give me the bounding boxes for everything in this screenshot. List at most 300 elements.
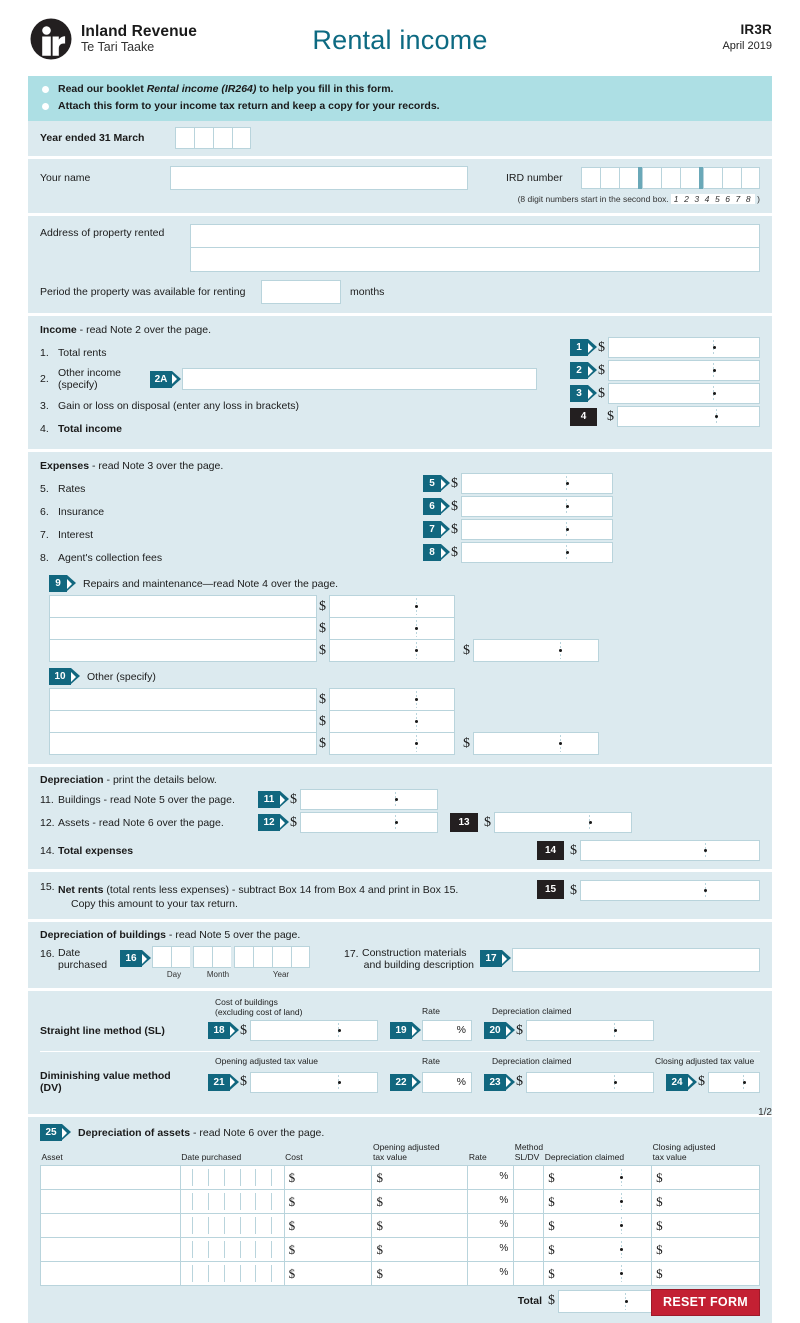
dollar-sign: $ [240, 1074, 247, 1090]
dollar-sign: $ [290, 791, 297, 807]
bullet-icon [42, 103, 49, 110]
income-2-num: 2. [40, 373, 49, 386]
col-opening-tax-value: Opening adjusted tax value [372, 1142, 440, 1163]
asset-closing-input-4[interactable] [652, 1237, 760, 1261]
dep-11-label: Buildings - read Note 5 over the page. [58, 793, 235, 806]
income-section [28, 316, 772, 449]
asset-date-input-2[interactable] [180, 1189, 284, 1213]
page-number: 1/2 [758, 1107, 772, 1118]
expense-6-amount-input[interactable] [461, 496, 613, 517]
asset-date-input-1[interactable] [180, 1165, 284, 1189]
box-tag-10: 10 [49, 668, 71, 685]
asset-closing-input-5[interactable] [652, 1261, 760, 1285]
asset-rate-input-2[interactable] [468, 1189, 514, 1213]
dollar-sign: $ [319, 620, 326, 636]
instruction-line-2 [42, 99, 762, 114]
straight-line-method-row [40, 995, 760, 1047]
dep-buildings-heading-bold: Depreciation of buildings [40, 929, 167, 942]
income-4-label: Total income [58, 422, 122, 435]
dv-row-label-2: (DV) [40, 1082, 62, 1095]
construction-description-input[interactable] [512, 948, 760, 972]
month-digit-1[interactable] [193, 946, 212, 968]
sl-rate-input[interactable] [422, 1020, 472, 1041]
other-expenses-rows [49, 688, 760, 755]
asset-method-input-5[interactable] [514, 1261, 544, 1285]
box-tag-8: 8 [423, 544, 441, 561]
year-digit-c[interactable] [272, 946, 291, 968]
income-heading-bold: Income [40, 324, 77, 337]
income-4-num: 4. [40, 422, 49, 435]
year-label: Year ended 31 March [40, 132, 145, 145]
depreciation-heading-rest: - print the details below. [103, 774, 217, 787]
dollar-sign: $ [598, 385, 605, 401]
dollar-sign: $ [290, 814, 297, 830]
asset-opening-input-2[interactable] [372, 1189, 468, 1213]
year-digit-4[interactable] [232, 127, 251, 149]
col-method: Method SL/DV [514, 1142, 544, 1163]
expense-7-amount-input[interactable] [461, 519, 613, 540]
asset-depreciation-input-2[interactable] [544, 1189, 652, 1213]
net-rents-label-bold: Net rents [58, 884, 104, 897]
income-heading-rest: - read Note 2 over the page. [76, 324, 212, 337]
percent-symbol: % [499, 1194, 509, 1206]
other-desc-input-1[interactable] [49, 688, 317, 711]
expense-7-num: 7. [40, 528, 49, 541]
expense-6-num: 6. [40, 505, 49, 518]
asset-depreciation-input-4[interactable] [544, 1237, 652, 1261]
income-2-amount-input[interactable] [608, 360, 760, 381]
asset-cost-input-2[interactable] [284, 1189, 372, 1213]
income-4-total-input[interactable] [617, 406, 760, 427]
dollar-sign: $ [698, 1074, 705, 1090]
dollar-sign: $ [376, 1193, 383, 1209]
table-row [41, 1261, 760, 1285]
dollar-sign: $ [451, 498, 458, 514]
income-1-label: Total rents [58, 346, 107, 359]
asset-cost-input-3[interactable] [284, 1213, 372, 1237]
box-tag-19: 19 [390, 1022, 412, 1039]
asset-method-input-2[interactable] [514, 1189, 544, 1213]
reset-form-label[interactable]: RESET FORM [651, 1289, 760, 1316]
asset-date-input-4[interactable] [180, 1237, 284, 1261]
table-row [41, 1213, 760, 1237]
dep-16-num: 16. [40, 948, 55, 961]
address-line-2-input[interactable] [190, 248, 760, 272]
repairs-desc-input-3[interactable] [49, 639, 317, 662]
sl-rate-label: Rate [422, 1006, 440, 1017]
dollar-sign: $ [656, 1193, 663, 1209]
dollar-sign: $ [598, 339, 605, 355]
name-label: Your name [40, 172, 91, 185]
ird-digit-2[interactable] [600, 167, 619, 189]
sl-row-label: Straight line method (SL) [40, 1024, 165, 1037]
net-rents-num: 15. [40, 881, 55, 894]
dollar-sign: $ [288, 1217, 296, 1233]
repairs-label: Repairs and maintenance—read Note 4 over the page. [83, 577, 339, 590]
asset-name-input-1[interactable] [41, 1165, 181, 1189]
asset-opening-input-1[interactable] [372, 1165, 468, 1189]
dollar-sign: $ [570, 882, 577, 898]
org-name-maori: Te Tari Taake [81, 40, 155, 55]
ird-digit-7[interactable] [703, 167, 722, 189]
asset-opening-input-3[interactable] [372, 1213, 468, 1237]
asset-cost-input-1[interactable] [284, 1165, 372, 1189]
period-unit-label: months [350, 286, 385, 299]
repairs-total-input[interactable] [473, 639, 599, 662]
dep-assets-heading-bold: Depreciation of assets [78, 1126, 191, 1139]
expense-5-label: Rates [58, 482, 86, 495]
repairs-amount-input-2[interactable] [329, 617, 455, 640]
depreciation-assets-table [40, 1143, 760, 1286]
depreciation-buildings-row [40, 789, 760, 810]
ird-example: 1 2 3 4 5 6 7 8 [671, 194, 755, 204]
dep-14-num: 14. [40, 844, 55, 857]
percent-symbol: % [456, 1075, 466, 1088]
asset-method-input-1[interactable] [514, 1165, 544, 1189]
depreciation-assets-row [40, 812, 760, 833]
asset-name-input-5[interactable] [41, 1261, 181, 1285]
other-income-specify-input[interactable] [182, 368, 537, 390]
dep-16-label-1: Date [58, 947, 81, 960]
asset-depreciation-input-5[interactable] [544, 1261, 652, 1285]
property-section [28, 216, 772, 313]
ird-hint: (8 digit numbers start in the second box. [517, 194, 669, 205]
box-tag-1: 1 [570, 339, 588, 356]
income-amount-3 [570, 383, 760, 404]
ird-number-input[interactable] [581, 167, 760, 189]
income-amount-2 [570, 360, 760, 381]
dollar-sign: $ [319, 642, 326, 658]
other-row [49, 710, 760, 733]
instruction-2-text: Attach this form to your income tax return and keep a copy for your records. [58, 100, 440, 113]
asset-method-input-4[interactable] [514, 1237, 544, 1261]
dv-open-label: Opening adjusted tax value [215, 1056, 319, 1067]
repairs-amount-input-1[interactable] [329, 595, 455, 618]
net-rents-section [28, 872, 772, 919]
depreciation-assets-section [28, 1117, 772, 1323]
dollar-sign: $ [288, 1241, 296, 1257]
form-header [0, 0, 800, 72]
address-label: Address of property rented [40, 227, 165, 240]
year-input-boxes[interactable] [175, 127, 251, 149]
expense-row-7 [40, 523, 760, 546]
dollar-sign: $ [516, 1022, 523, 1038]
assets-total-label: Total [517, 1295, 542, 1308]
expense-5-amount-input[interactable] [461, 473, 613, 494]
assets-total-input[interactable] [558, 1290, 656, 1313]
dollar-sign: $ [288, 1265, 296, 1281]
box-tag-3: 3 [570, 385, 588, 402]
asset-rate-input-1[interactable] [468, 1165, 514, 1189]
box-tag-25: 25 [40, 1124, 62, 1141]
box-tag-20: 20 [484, 1022, 506, 1039]
dep-11-num: 11. [40, 793, 54, 806]
col-closing-tax-value: Closing adjusted tax value [652, 1142, 716, 1163]
year-digit-3[interactable] [213, 127, 232, 149]
expense-7-label: Interest [58, 528, 94, 541]
reset-form-button[interactable] [651, 1289, 760, 1316]
dep-12-label: Assets - read Note 6 over the page. [58, 816, 224, 829]
box-tag-9: 9 [49, 575, 67, 592]
total-expenses-row [40, 840, 760, 861]
expense-amount-6 [423, 496, 613, 517]
dollar-sign: $ [376, 1217, 383, 1233]
repairs-rows [49, 595, 760, 662]
year-label-date: Year [272, 970, 290, 980]
dep-buildings-amount-input[interactable] [300, 789, 438, 810]
dollar-sign: $ [288, 1193, 296, 1209]
instruction-1-pre: Read our booklet [58, 83, 147, 95]
dep-17-num: 17. [344, 948, 359, 961]
box-tag-4: 4 [570, 408, 597, 426]
depreciation-heading [40, 774, 760, 786]
expense-8-amount-input[interactable] [461, 542, 613, 563]
ird-hint-close: ) [757, 194, 760, 205]
dollar-sign: $ [548, 1241, 555, 1257]
ird-digit-4[interactable] [642, 167, 661, 189]
asset-closing-input-2[interactable] [652, 1189, 760, 1213]
expenses-heading-bold: Expenses [40, 460, 90, 473]
instruction-1-post: to help you fill in this form. [256, 83, 394, 95]
depreciation-buildings-section [28, 922, 772, 988]
net-rents-label-rest: (total rents less expenses) - subtract Box 14 from Box 4 and print in Box 15. [103, 884, 459, 897]
period-label: Period the property was available for renting [40, 286, 246, 299]
dollar-sign: $ [451, 544, 458, 560]
dv-depreciation-input[interactable] [526, 1072, 654, 1093]
expense-6-label: Insurance [58, 505, 105, 518]
asset-rate-input-4[interactable] [468, 1237, 514, 1261]
dv-row-label-1: Diminishing value method [40, 1070, 171, 1083]
expense-row-5 [40, 477, 760, 500]
asset-name-input-2[interactable] [41, 1189, 181, 1213]
expenses-section [28, 452, 772, 764]
box-tag-5: 5 [423, 475, 441, 492]
income-2-label: Other income [58, 367, 122, 380]
asset-depreciation-input-1[interactable] [544, 1165, 652, 1189]
sl-depreciation-input[interactable] [526, 1020, 654, 1041]
dep-carry-amount-input[interactable] [494, 812, 632, 833]
instruction-line-1 [42, 82, 762, 97]
dv-rate-label: Rate [422, 1056, 440, 1067]
instructions-banner [28, 76, 772, 121]
expense-8-num: 8. [40, 551, 49, 564]
dv-rate-input[interactable] [422, 1072, 472, 1093]
dollar-sign: $ [607, 408, 614, 424]
instruction-1-booklet: Rental income (IR264) [146, 83, 257, 95]
dollar-sign: $ [451, 521, 458, 537]
year-digit-d[interactable] [291, 946, 310, 968]
form-meta [722, 22, 772, 52]
dep-assets-amount-input[interactable] [300, 812, 438, 833]
box-tag-21: 21 [208, 1074, 230, 1091]
asset-cost-input-5[interactable] [284, 1261, 372, 1285]
box-tag-16: 16 [120, 950, 142, 967]
dv-closing-input[interactable] [708, 1072, 760, 1093]
asset-closing-input-3[interactable] [652, 1213, 760, 1237]
dep-assets-heading-rest: - read Note 6 over the page. [190, 1126, 325, 1139]
table-row [41, 1237, 760, 1261]
repairs-desc-input-1[interactable] [49, 595, 317, 618]
dv-dep-label: Depreciation claimed [492, 1056, 572, 1067]
depreciation-heading-bold: Depreciation [40, 774, 104, 787]
total-expenses-input[interactable] [580, 840, 760, 861]
bullet-icon [42, 86, 49, 93]
box-tag-2A: 2A [150, 371, 172, 388]
dollar-sign: $ [463, 642, 470, 658]
ird-digit-3[interactable] [619, 167, 638, 189]
day-digit-2[interactable] [171, 946, 190, 968]
dv-close-label: Closing adjusted tax value [655, 1056, 755, 1067]
depreciation-summary-section [28, 767, 772, 869]
box-tag-13: 13 [450, 813, 478, 832]
other-amount-input-3[interactable] [329, 732, 455, 755]
dep-assets-heading-row [40, 1124, 760, 1141]
method-divider [40, 1051, 760, 1052]
asset-opening-input-5[interactable] [372, 1261, 468, 1285]
year-digit-1[interactable] [175, 127, 194, 149]
form-date: April 2019 [722, 40, 772, 52]
form-code: IR3R [740, 22, 772, 37]
income-3-amount-input[interactable] [608, 383, 760, 404]
percent-symbol: % [456, 1024, 466, 1037]
expense-amount-8 [423, 542, 613, 563]
asset-depreciation-input-3[interactable] [544, 1213, 652, 1237]
percent-symbol: % [499, 1170, 509, 1182]
dollar-sign: $ [656, 1169, 663, 1185]
month-label: Month [206, 970, 230, 980]
other-expenses-heading-row [40, 668, 760, 685]
ird-digit-6[interactable] [680, 167, 699, 189]
box-tag-12: 12 [258, 814, 280, 831]
col-asset: Asset [41, 1152, 63, 1163]
expense-8-label: Agent's collection fees [58, 551, 163, 564]
dollar-sign: $ [319, 713, 326, 729]
ird-digit-9[interactable] [741, 167, 760, 189]
ird-digit-8[interactable] [722, 167, 741, 189]
org-name: Inland Revenue [81, 22, 197, 40]
sl-cost-input[interactable] [250, 1020, 378, 1041]
asset-closing-input-1[interactable] [652, 1165, 760, 1189]
sl-dep-label: Depreciation claimed [492, 1006, 572, 1017]
month-digit-2[interactable] [212, 946, 231, 968]
name-ird-section [28, 159, 772, 213]
year-digit-b[interactable] [253, 946, 272, 968]
repairs-amount-input-3[interactable] [329, 639, 455, 662]
income-1-num: 1. [40, 346, 49, 359]
date-purchased-input[interactable] [152, 946, 322, 968]
dollar-sign: $ [451, 475, 458, 491]
dollar-sign: $ [548, 1293, 555, 1309]
dollar-sign: $ [570, 842, 577, 858]
box-tag-22: 22 [390, 1074, 412, 1091]
col-cost: Cost [285, 1152, 303, 1163]
address-line-1-input[interactable] [190, 224, 760, 248]
expense-row-6 [40, 500, 760, 523]
dollar-sign: $ [484, 814, 491, 830]
table-row [41, 1189, 760, 1213]
asset-cost-input-4[interactable] [284, 1237, 372, 1261]
dep-buildings-heading [40, 929, 760, 941]
percent-symbol: % [499, 1242, 509, 1254]
dollar-sign: $ [598, 362, 605, 378]
asset-opening-input-4[interactable] [372, 1237, 468, 1261]
asset-name-input-3[interactable] [41, 1213, 181, 1237]
repairs-desc-input-2[interactable] [49, 617, 317, 640]
other-amount-input-2[interactable] [329, 710, 455, 733]
other-amount-input-1[interactable] [329, 688, 455, 711]
income-2-label-2: (specify) [58, 379, 98, 392]
day-label: Day [166, 970, 182, 980]
col-rate: Rate [468, 1152, 487, 1163]
asset-rate-input-5[interactable] [468, 1261, 514, 1285]
other-desc-input-2[interactable] [49, 710, 317, 733]
year-digit-2[interactable] [194, 127, 213, 149]
depreciation-methods-section [28, 991, 772, 1114]
page-title: Rental income [312, 25, 488, 55]
dep-buildings-heading-rest: - read Note 5 over the page. [166, 929, 301, 942]
dollar-sign: $ [548, 1265, 555, 1281]
box-tag-11: 11 [258, 791, 280, 808]
name-input[interactable] [170, 166, 468, 190]
net-rents-input[interactable] [580, 880, 760, 901]
col-date-purchased: Date purchased [181, 1152, 242, 1163]
other-total-input[interactable] [473, 732, 599, 755]
box-tag-24: 24 [666, 1074, 688, 1091]
other-expenses-label: Other (specify) [87, 670, 156, 683]
dollar-sign: $ [656, 1241, 663, 1257]
dollar-sign: $ [516, 1074, 523, 1090]
other-row [49, 732, 760, 755]
dollar-sign: $ [376, 1265, 383, 1281]
expense-amount-5 [423, 473, 613, 494]
income-3-label: Gain or loss on disposal (enter any loss in brackets) [58, 399, 300, 412]
asset-rate-input-3[interactable] [468, 1213, 514, 1237]
box-tag-15: 15 [537, 880, 564, 899]
expenses-heading-rest: - read Note 3 over the page. [89, 460, 224, 473]
day-digit-1[interactable] [152, 946, 171, 968]
dv-opening-input[interactable] [250, 1072, 378, 1093]
income-3-num: 3. [40, 399, 49, 412]
asset-name-input-4[interactable] [41, 1237, 181, 1261]
box-tag-23: 23 [484, 1074, 506, 1091]
expense-amount-7 [423, 519, 613, 540]
other-desc-input-3[interactable] [49, 732, 317, 755]
diminishing-value-method-row [40, 1056, 760, 1106]
dollar-sign: $ [463, 735, 470, 751]
dep-16-label-2: purchased [58, 959, 108, 972]
dep-12-num: 12. [40, 816, 55, 829]
asset-method-input-3[interactable] [514, 1213, 544, 1237]
box-tag-2: 2 [570, 362, 588, 379]
dep-17-label-1: Construction materials [362, 947, 467, 960]
ird-digit-1[interactable] [581, 167, 600, 189]
dollar-sign: $ [319, 598, 326, 614]
income-1-amount-input[interactable] [608, 337, 760, 358]
expense-row-8 [40, 546, 760, 569]
income-heading [40, 324, 760, 336]
repairs-heading-row [40, 575, 760, 592]
income-amount-1 [570, 337, 760, 358]
income-amount-4 [570, 406, 760, 427]
period-months-input[interactable] [261, 280, 341, 304]
year-digit-a[interactable] [234, 946, 253, 968]
repairs-row [49, 617, 760, 640]
box-tag-18: 18 [208, 1022, 230, 1039]
dollar-sign: $ [548, 1217, 555, 1233]
ird-digit-5[interactable] [661, 167, 680, 189]
asset-date-input-3[interactable] [180, 1213, 284, 1237]
asset-date-input-5[interactable] [180, 1261, 284, 1285]
